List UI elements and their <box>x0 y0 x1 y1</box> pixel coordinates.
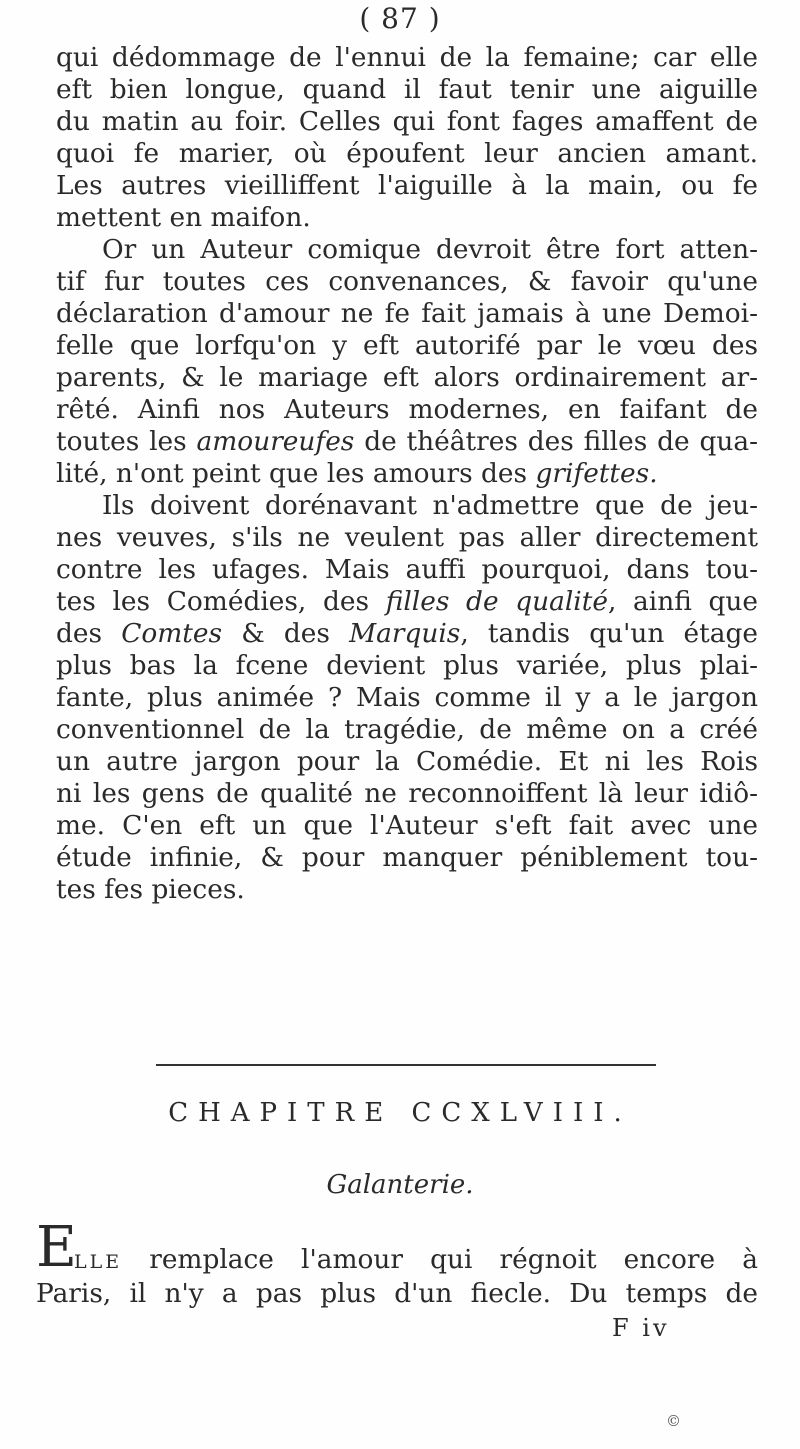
text-line <box>56 586 758 618</box>
text-run: toutes les <box>56 426 197 457</box>
text-run: & des <box>222 618 350 649</box>
text-line: qui dédommage de l'ennui de la femaine; car elle <box>56 42 758 73</box>
text-line: du matin au foir. Celles qui font fages amaffent de <box>56 106 758 137</box>
text-line: nes veuves, s'ils ne veulent pas aller directement <box>56 522 758 553</box>
text-line: plus bas la fcene devient plus variée, plus plai- <box>56 650 758 681</box>
small-caps-run: LLE <box>74 1251 123 1273</box>
text-line <box>56 426 758 458</box>
text-line: Ils doivent dorénavant n'admettre que de jeu- <box>102 490 758 521</box>
text-line <box>56 458 758 490</box>
chapter-divider-rule <box>156 1064 656 1066</box>
text-line: contre les ufages. Mais auffi pourquoi, dans tou- <box>56 554 758 585</box>
text-run: , tandis qu'un étage <box>460 618 758 649</box>
text-line: fante, plus animée ? Mais comme il y a le jargon <box>56 682 758 713</box>
italic-term: grifettes. <box>535 458 658 489</box>
italic-term: Comtes <box>121 618 223 649</box>
chapter-title: Galanterie. <box>326 1170 474 1200</box>
text-line: étude infinie, & pour manquer péniblement tou- <box>56 842 758 873</box>
chapter-opening <box>36 1215 758 1310</box>
italic-term: filles de qualité <box>385 586 608 617</box>
text-line: Or un Auteur comique devroit être fort atten- <box>102 234 758 265</box>
text-run: des <box>56 618 122 649</box>
text-run: , ainfi que <box>607 586 758 617</box>
text-line: tes fes pieces. <box>56 874 245 905</box>
text-line: ni les gens de qualité ne reconnoiffent là leur idiô- <box>56 778 758 809</box>
text-run: remplace l'amour qui régnoit encore à <box>122 1244 758 1275</box>
body-text <box>56 42 758 906</box>
corner-mark: © <box>666 1412 681 1430</box>
chapter-heading: CHAPITRE CCXLVIII. <box>168 1098 632 1128</box>
text-line: rêté. Ainfi nos Auteurs modernes, en faifant de <box>56 394 758 425</box>
text-line: me. C'en eft un que l'Auteur s'eft fait avec une <box>56 810 758 841</box>
text-line: tif fur toutes ces convenances, & favoir qu'une <box>56 266 758 297</box>
text-line: felle que lorfqu'on y eft autorifé par le vœu des <box>56 330 758 361</box>
text-line: Les autres vieilliffent l'aiguille à la main, ou fe <box>56 170 758 201</box>
text-line: mettent en maifon. <box>56 202 311 233</box>
page-number: ( 87 ) <box>359 2 441 35</box>
text-line: quoi fe marier, où époufent leur ancien amant. <box>56 138 758 169</box>
text-line: déclaration d'amour ne fe fait jamais à une Demoi- <box>56 298 758 329</box>
text-line: eft bien longue, quand il faut tenir une aiguille <box>56 74 758 105</box>
text-line: Paris, il n'y a pas plus d'un fiecle. Du temps de <box>36 1278 758 1309</box>
drop-cap: E <box>36 1215 77 1280</box>
text-line <box>36 1215 758 1280</box>
text-run: de théâtres des filles de qua- <box>354 426 758 457</box>
text-line: un autre jargon pour la Comédie. Et ni les Rois <box>56 746 758 777</box>
text-line: conventionnel de la tragédie, de même on a créé <box>56 714 758 745</box>
text-run: lité, n'ont peint que les amours des <box>56 458 536 489</box>
text-line <box>56 618 758 650</box>
signature-mark: F iv <box>612 1314 670 1342</box>
text-line: parents, & le mariage eft alors ordinairement ar- <box>56 362 758 393</box>
italic-term: amoureufes <box>196 426 355 457</box>
italic-term: Marquis <box>349 618 461 649</box>
text-run: tes les Comédies, des <box>56 586 386 617</box>
